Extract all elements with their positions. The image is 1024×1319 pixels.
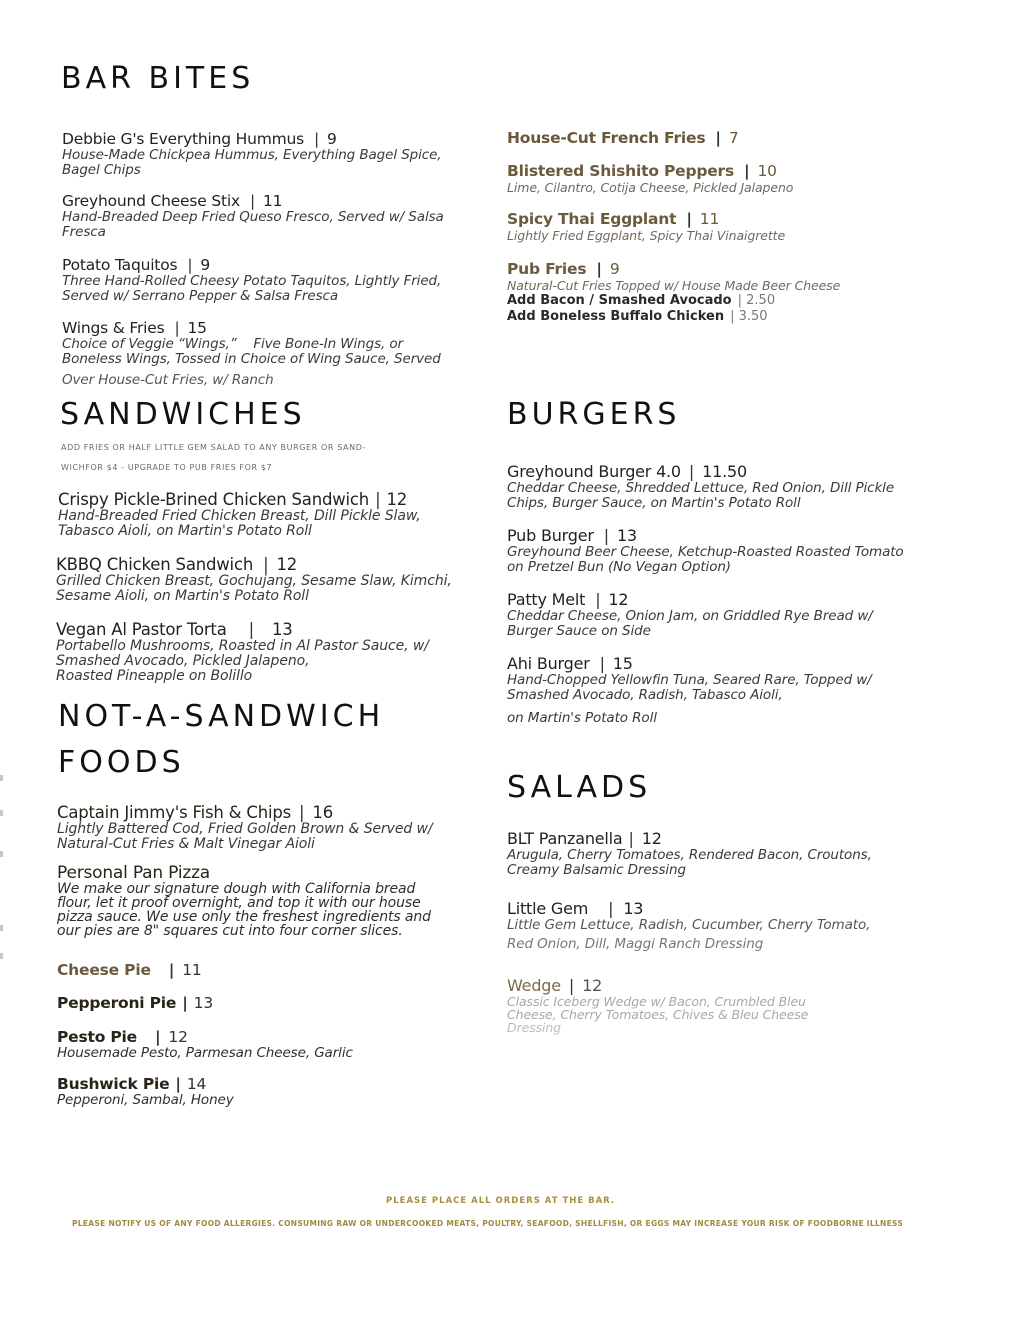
item-description: Arugula, Cherry Tomatoes, Rendered Bacon, Croutons, [507, 847, 872, 863]
item-price: 12 [641, 829, 662, 848]
item-description: Natural-Cut Fries Topped w/ House Made Beer Cheese [507, 278, 841, 293]
item-description: Roasted Pineapple on Bolillo [56, 668, 253, 684]
menu-item-pub-fries [507, 260, 840, 325]
item-description: Boneless Wings, Tossed in Choice of Wing Sauce, Served [62, 351, 441, 367]
menu-item-cheese-pie [57, 961, 202, 979]
item-name: Pub Fries [507, 260, 587, 278]
item-description: Burger Sauce on Side [507, 623, 651, 639]
item-price: 12 [582, 976, 603, 995]
section-title-sandwiches: SANDWICHES [60, 397, 306, 432]
item-price: 11.50 [702, 462, 747, 481]
item-name: Captain Jimmy's Fish & Chips [57, 803, 292, 822]
menu-item-hummus [62, 130, 442, 178]
item-description: Greyhound Beer Cheese, Ketchup-Roasted Roasted Tomato [507, 544, 904, 560]
scan-edge-mark [0, 775, 3, 781]
item-description: Lime, Cilantro, Cotija Cheese, Pickled Jalapeno [507, 180, 794, 195]
price-separator: | [375, 490, 381, 509]
item-name: Pesto Pie [57, 1028, 137, 1046]
item-description: Hand-Chopped Yellowfin Tuna, Seared Rare, Topped w/ [507, 672, 872, 688]
item-description: Bagel Chips [62, 162, 141, 178]
item-name: Blistered Shishito Peppers [507, 162, 735, 180]
item-price: 16 [312, 803, 333, 822]
item-price: 15 [187, 319, 207, 337]
scan-edge-mark [0, 953, 3, 959]
price-separator: | [744, 162, 750, 180]
item-description: Fresca [62, 224, 106, 240]
item-name: Wedge [507, 976, 561, 995]
menu-item-patty-melt [507, 591, 873, 639]
item-description: Three Hand-Rolled Cheesy Potato Taquitos, Lightly Fried, [62, 273, 442, 289]
pizza-description: We make our signature dough with California bread [57, 881, 416, 897]
menu-item-blt-panzanella [507, 830, 872, 878]
price-separator: | [715, 129, 721, 147]
item-name: Spicy Thai Eggplant [507, 210, 677, 228]
menu-item-thai-eggplant [507, 210, 785, 243]
item-name: Bushwick Pie [57, 1075, 170, 1093]
item-description: Smashed Avocado, Pickled Jalapeno, [56, 653, 310, 669]
price-separator: | [730, 309, 735, 324]
item-name: BLT Panzanella [507, 829, 623, 848]
menu-item-pickle-chicken-sandwich [58, 491, 421, 539]
pizza-title: Personal Pan Pizza [57, 863, 211, 883]
item-description: Sesame Aioli, on Martin's Potato Roll [56, 588, 309, 604]
menu-item-fish-chips [57, 804, 432, 852]
addon-price: 2.50 [746, 293, 776, 308]
price-separator: | [595, 590, 601, 609]
addon-label: Add Bacon / Smashed Avocado [507, 293, 732, 308]
item-price: 12 [386, 490, 408, 509]
menu-item-greyhound-burger [507, 463, 894, 511]
price-separator: | [688, 462, 695, 481]
item-name: Debbie G's Everything Hummus [62, 130, 305, 148]
price-separator: | [596, 260, 602, 278]
item-name: House-Cut French Fries [507, 129, 706, 147]
item-description: Natural-Cut Fries & Malt Vinegar Aioli [57, 836, 315, 852]
menu-item-pesto-pie [57, 1028, 353, 1061]
price-separator: | [249, 192, 255, 210]
item-description: Chips, Burger Sauce, on Martin's Potato Roll [507, 495, 801, 511]
item-price: 13 [271, 620, 293, 639]
item-description: Cheese, Cherry Tomatoes, Chives & Bleu Cheese [507, 1007, 809, 1022]
menu-item-pepperoni-pie [57, 994, 213, 1012]
item-description: Hand-Breaded Deep Fried Queso Fresco, Served w/ Salsa [62, 209, 444, 225]
item-description: Portabello Mushrooms, Roasted in Al Pastor Sauce, w/ [56, 638, 429, 654]
item-description: Pepperoni, Sambal, Honey [57, 1092, 234, 1108]
item-description: on Martin's Potato Roll [507, 710, 657, 726]
item-description: Little Gem Lettuce, Radish, Cucumber, Cherry Tomato, [507, 917, 871, 933]
item-name: Ahi Burger [507, 654, 590, 673]
price-separator: | [263, 555, 269, 574]
price-separator: | [168, 961, 175, 979]
item-description: Served w/ Serrano Pepper & Salsa Fresca [62, 288, 339, 304]
item-description: Cheddar Cheese, Shredded Lettuce, Red Onion, Dill Pickle [507, 480, 895, 496]
pizza-description: our pies are 8" squares cut into four corner slices. [57, 923, 403, 939]
item-price: 13 [616, 526, 637, 545]
item-description: Classic Iceberg Wedge w/ Bacon, Crumbled Bleu [507, 994, 806, 1009]
item-name: Cheese Pie [57, 961, 151, 979]
item-name: Greyhound Cheese Stix [62, 192, 240, 210]
price-separator: | [182, 994, 188, 1012]
price-separator: | [299, 803, 305, 822]
menu-item-wedge [507, 977, 808, 1034]
menu-item-bushwick-pie [57, 1075, 234, 1108]
pizza-description: flour, let it proof overnight, and top it with our house [57, 895, 421, 911]
note-line: WICHFOR $4 - UPGRADE TO PUB FRIES FOR $7 [61, 463, 273, 472]
item-price: 14 [186, 1075, 207, 1093]
item-description: Lightly Fried Eggplant, Spicy Thai Vinaigrette [507, 228, 786, 243]
menu-item-potato-taquitos [62, 256, 441, 304]
addon-bacon-avocado [507, 293, 840, 309]
section-title-foods: FOODS [58, 745, 185, 780]
menu-item-pub-burger [507, 527, 904, 575]
item-name: Crispy Pickle-Brined Chicken Sandwich [58, 490, 370, 509]
menu-item-wings-fries [62, 319, 441, 388]
pizza-section [57, 864, 431, 938]
menu-item-french-fries [507, 129, 738, 147]
menu-item-cheese-stix [62, 192, 444, 240]
item-description: on Pretzel Bun (No Vegan Option) [507, 559, 731, 575]
item-name: Little Gem [507, 899, 589, 918]
price-separator: | [174, 319, 180, 337]
item-description: Creamy Balsamic Dressing [507, 862, 686, 878]
item-description: House-Made Chickpea Hummus, Everything Bagel Spice, [62, 147, 442, 163]
item-description: Over House-Cut Fries, w/ Ranch [62, 372, 274, 388]
item-price: 7 [728, 129, 739, 147]
addon-buffalo-chicken [507, 309, 840, 325]
scan-edge-mark [0, 810, 3, 816]
price-separator: | [154, 1028, 161, 1046]
item-description: Housemade Pesto, Parmesan Cheese, Garlic [57, 1045, 353, 1061]
item-description: Cheddar Cheese, Onion Jam, on Griddled Rye Bread w/ [507, 608, 873, 624]
price-separator: | [187, 256, 193, 274]
item-name: Greyhound Burger 4.0 [507, 462, 681, 481]
price-separator: | [599, 654, 605, 673]
footer-order-notice: PLEASE PLACE ALL ORDERS AT THE BAR. [386, 1196, 616, 1206]
item-name: Patty Melt [507, 590, 586, 609]
section-title-not-a-sandwich: NOT-A-SANDWICH [58, 699, 385, 734]
item-price: 12 [276, 555, 298, 574]
item-description: Red Onion, Dill, Maggi Ranch Dressing [507, 936, 764, 952]
menu-item-ahi-burger [507, 655, 872, 726]
scan-edge-mark [0, 925, 3, 931]
section-title-burgers: BURGERS [507, 397, 681, 432]
section-title-bar-bites: BAR BITES [61, 61, 255, 96]
item-price: 13 [623, 899, 644, 918]
item-description: Tabasco Aioli, on Martin's Potato Roll [58, 523, 312, 539]
scan-edge-mark [0, 851, 3, 857]
item-price: 9 [200, 256, 211, 274]
note-line: ADD FRIES OR HALF LITTLE GEM SALAD TO ANY BURGER OR SAND- [61, 443, 366, 452]
item-name: KBBQ Chicken Sandwich [56, 555, 254, 574]
price-separator: | [686, 210, 692, 228]
item-price: 11 [699, 210, 720, 228]
price-separator: | [248, 620, 254, 639]
item-name: Pepperoni Pie [57, 994, 177, 1012]
item-price: 9 [327, 130, 337, 148]
item-description: Hand-Breaded Fried Chicken Breast, Dill Pickle Slaw, [58, 508, 421, 524]
menu-item-little-gem [507, 900, 870, 952]
price-separator: | [314, 130, 320, 148]
item-description: Lightly Battered Cod, Fried Golden Brown & Served w/ [57, 821, 433, 837]
menu-item-kbbq-chicken-sandwich [56, 556, 452, 604]
addon-price: 3.50 [738, 309, 768, 324]
item-price: 10 [757, 162, 777, 180]
footer-allergy-notice: PLEASE NOTIFY US OF ANY FOOD ALLERGIES. CONSUMING RAW OR UNDERCOOKED MEATS, POULTRY, SEAFOOD, SHELLFISH, OR EGGS MAY INCREASE YOUR RISK OF FOODBORNE ILLNESS [72, 1219, 904, 1228]
item-name: Wings & Fries [62, 319, 165, 337]
pizza-description: pizza sauce. We use only the freshest ingredients and [57, 909, 431, 925]
price-separator: | [175, 1075, 181, 1093]
item-description: Smashed Avocado, Radish, Tabasco Aioli, [507, 687, 783, 703]
item-name: Pub Burger [507, 526, 594, 545]
price-separator: | [737, 293, 743, 308]
item-price: 9 [609, 260, 620, 278]
sandwiches-note [61, 438, 366, 478]
price-separator: | [568, 976, 575, 995]
item-name: Potato Taquitos [62, 256, 178, 274]
item-description: Dressing [507, 1020, 562, 1035]
price-separator: | [603, 526, 609, 545]
addon-label: Add Boneless Buffalo Chicken [507, 309, 725, 324]
item-price: 11 [182, 961, 202, 979]
section-title-salads: SALADS [507, 770, 652, 805]
item-price: 11 [262, 192, 283, 210]
item-price: 12 [608, 590, 629, 609]
item-price: 13 [193, 994, 213, 1012]
item-price: 15 [612, 654, 633, 673]
price-separator: | [608, 899, 614, 918]
item-description: Choice of Veggie “Wings,” Five Bone-In Wings, or [62, 336, 403, 352]
price-separator: | [628, 829, 634, 848]
menu-item-vegan-al-pastor-torta [56, 621, 429, 684]
item-price: 12 [168, 1028, 188, 1046]
item-name: Vegan Al Pastor Torta [56, 620, 227, 639]
menu-item-shishito-peppers [507, 162, 793, 195]
item-description: Grilled Chicken Breast, Gochujang, Sesame Slaw, Kimchi, [56, 573, 452, 589]
